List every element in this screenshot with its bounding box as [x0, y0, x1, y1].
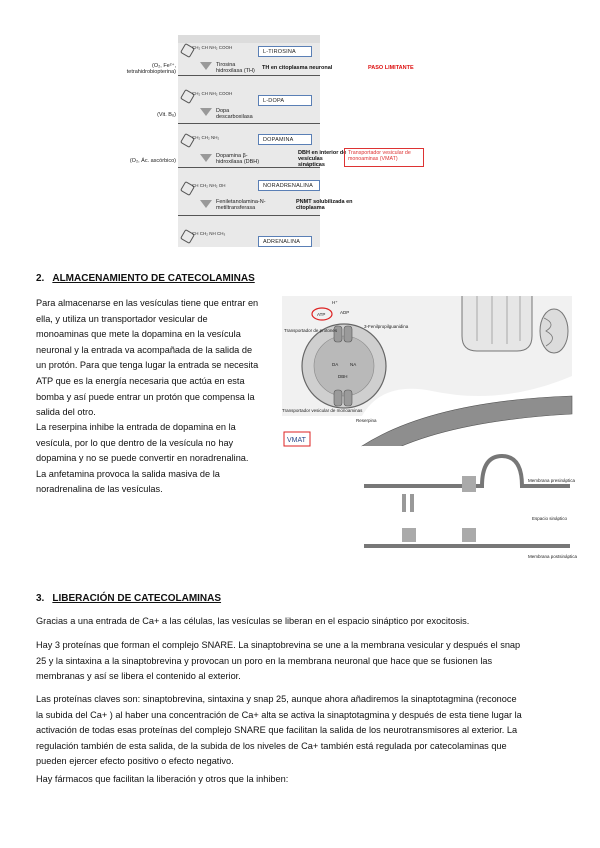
label-reserpina: Reserpina: [356, 418, 377, 423]
label-dbh: DBH: [338, 374, 348, 379]
text-line: Gracias a una entrada de Ca+ a las células, las vesículas se liberan en el espacio sináptico por exocitosis.: [36, 616, 470, 626]
label-da: DA: [332, 362, 339, 367]
molecule-adrenaline: CH CH₂ NH CH₃: [192, 231, 226, 236]
text-line: Hay 3 proteínas que forman el complejo SNARE. La sinaptobrevina se une a la membrana vesicular y después el snap: [36, 640, 521, 650]
down-arrow-icon: [200, 154, 212, 162]
text-line: bomba y así puede entrar un protón que compensa la: [36, 391, 255, 402]
text-line: monoaminas que mete la dopamina en la vesícula: [36, 329, 241, 340]
label-adp: ADP: [340, 310, 350, 315]
text-line: regulación también de esta salida, de la subida de los niveles de Ca+ también está regulada por catecolaminas que: [36, 740, 507, 751]
cofactor-dbh: (O₂, Ác. ascórbico): [129, 158, 176, 164]
note-limiting-step: PASO LIMITANTE: [368, 65, 414, 71]
enzyme-dbh: Dopamina β-hidroxilasa (DBH): [216, 153, 260, 165]
section-2-paragraph-2: [36, 420, 282, 498]
section-3-paragraph-4: [36, 772, 576, 788]
text-line: ATP que es la energía necesaria que actúa en esta: [36, 375, 245, 386]
text-line: activación de todas esas proteínas del complejo SNARE que facilitan la salida de los neurotransmisores al exterior. La: [36, 725, 518, 736]
text-line: pueden ejercer efecto positivo o efecto negativo.: [36, 756, 234, 767]
section-title: ALMACENAMIENTO DE CATECOLAMINAS: [52, 273, 255, 284]
note-dbh-location: DBH en interior de vesículas sinápticas: [298, 150, 347, 168]
label-h: H⁺: [332, 300, 338, 305]
text-line: Hay fármacos que facilitan la liberación y otros que la inhiben:: [36, 774, 289, 784]
down-arrow-icon: [200, 62, 212, 70]
product-adrenaline: ADRENALINA: [258, 236, 312, 247]
label-proton-transporter: Transportador de protones: [284, 328, 338, 333]
note-pnmt-location: PNMT solubilizada en citoplasma: [296, 199, 353, 211]
enzyme-th: Tirosina hidroxilasa (TH): [216, 62, 255, 74]
molecule-tyrosine: CH₂ CH NH₂ COOH: [192, 45, 233, 50]
down-arrow-icon: [200, 108, 212, 116]
section-2-heading: [36, 273, 255, 284]
text-line: Para almacenarse en las vesículas tiene que entrar en: [36, 298, 259, 308]
text-line: Las proteínas claves son: sinaptobrevina, sintaxina y snap 25, aunque ahora añadiremos la sinaptotagmina (reconoce: [36, 694, 517, 704]
text-line: neuronal y la entrada va acompañada de la salida de: [36, 344, 253, 355]
label-presynaptic: Membrana presináptica: [528, 478, 576, 483]
note-th-location: TH en citoplasma neuronal: [262, 65, 333, 71]
text-line: membranas y así se libera el contenido al exterior.: [36, 671, 241, 682]
label-atp: ATP: [317, 312, 326, 317]
product-dopamine: DOPAMINA: [258, 134, 312, 145]
molecule-dopamine: CH₂ CH₂ NH₂: [192, 135, 220, 140]
label-postsynaptic: Membrana postsináptica: [528, 554, 578, 559]
product-noradrenaline: NORADRENALINA: [258, 180, 320, 191]
note-vmat: Transportador vesicular de monoaminas (VMAT): [344, 148, 424, 167]
label-na: NA: [350, 362, 357, 367]
enzyme-pnmt: Feniletanolamina-N-metiltransferasa: [216, 199, 266, 211]
down-arrow-icon: [200, 200, 212, 208]
label-synaptic-space: Espacio sináptico: [532, 516, 568, 521]
section-3-heading: [36, 593, 221, 604]
text-line: ella, y utiliza un transportador vesicular de: [36, 313, 208, 324]
text-line: dopamina y no se puede convertir en noradrenalina.: [36, 453, 249, 464]
cofactor-th: (O₂, Fe²⁺, tetrahidrobiopterina): [126, 63, 176, 75]
label-vmat-transporter: Transportador vesicular de monoaminas: [282, 408, 363, 413]
text-line: vesícula, por lo que dentro de la vesícula no hay: [36, 437, 234, 448]
product-tyrosine: L-TIROSINA: [258, 46, 312, 57]
text-line: la subida del Ca+ ) al haber una concentración de Ca+ alta se activa la sinaptotagmina y después de esta tiene lugar la: [36, 709, 522, 720]
text-line: noradrenalina de las vesículas.: [36, 484, 163, 495]
enzyme-ddc: Dopa descarboxilasa: [216, 108, 253, 120]
text-line: un protón. Para que tenga lugar la entrada se necesita: [36, 360, 259, 371]
section-2-paragraph-1: [36, 296, 282, 421]
vesicle-storage-figure: [282, 296, 578, 576]
text-line: La anfetamina provoca la salida masiva de la: [36, 468, 220, 479]
molecule-noradrenaline: CH CH₂ NH₂ OH: [192, 183, 226, 188]
product-dopa: L-DOPA: [258, 95, 312, 106]
section-3-paragraph-3: [36, 692, 576, 770]
section-number: 2.: [36, 273, 45, 284]
section-3-paragraph-1: [36, 614, 576, 630]
section-3-paragraph-2: [36, 638, 576, 685]
text-line: La reserpina inhibe la entrada de dopamina en la: [36, 422, 236, 432]
label-vmat: VMAT: [287, 437, 306, 444]
section-number: 3.: [36, 593, 45, 604]
section-title: LIBERACIÓN DE CATECOLAMINAS: [52, 593, 222, 604]
molecule-dopa: CH₂ CH NH₂ COOH: [192, 91, 233, 96]
text-line: 25 y la sintaxina a la sinaptobrevina y provocan un poro en la membrana neuronal que hace que se fusionen las: [36, 655, 493, 666]
text-line: salida del otro.: [36, 407, 96, 418]
label-hydroxy: 3-Fenilpropilguanidina: [364, 324, 409, 329]
cofactor-ddc: (Vit. B₆): [157, 112, 176, 118]
